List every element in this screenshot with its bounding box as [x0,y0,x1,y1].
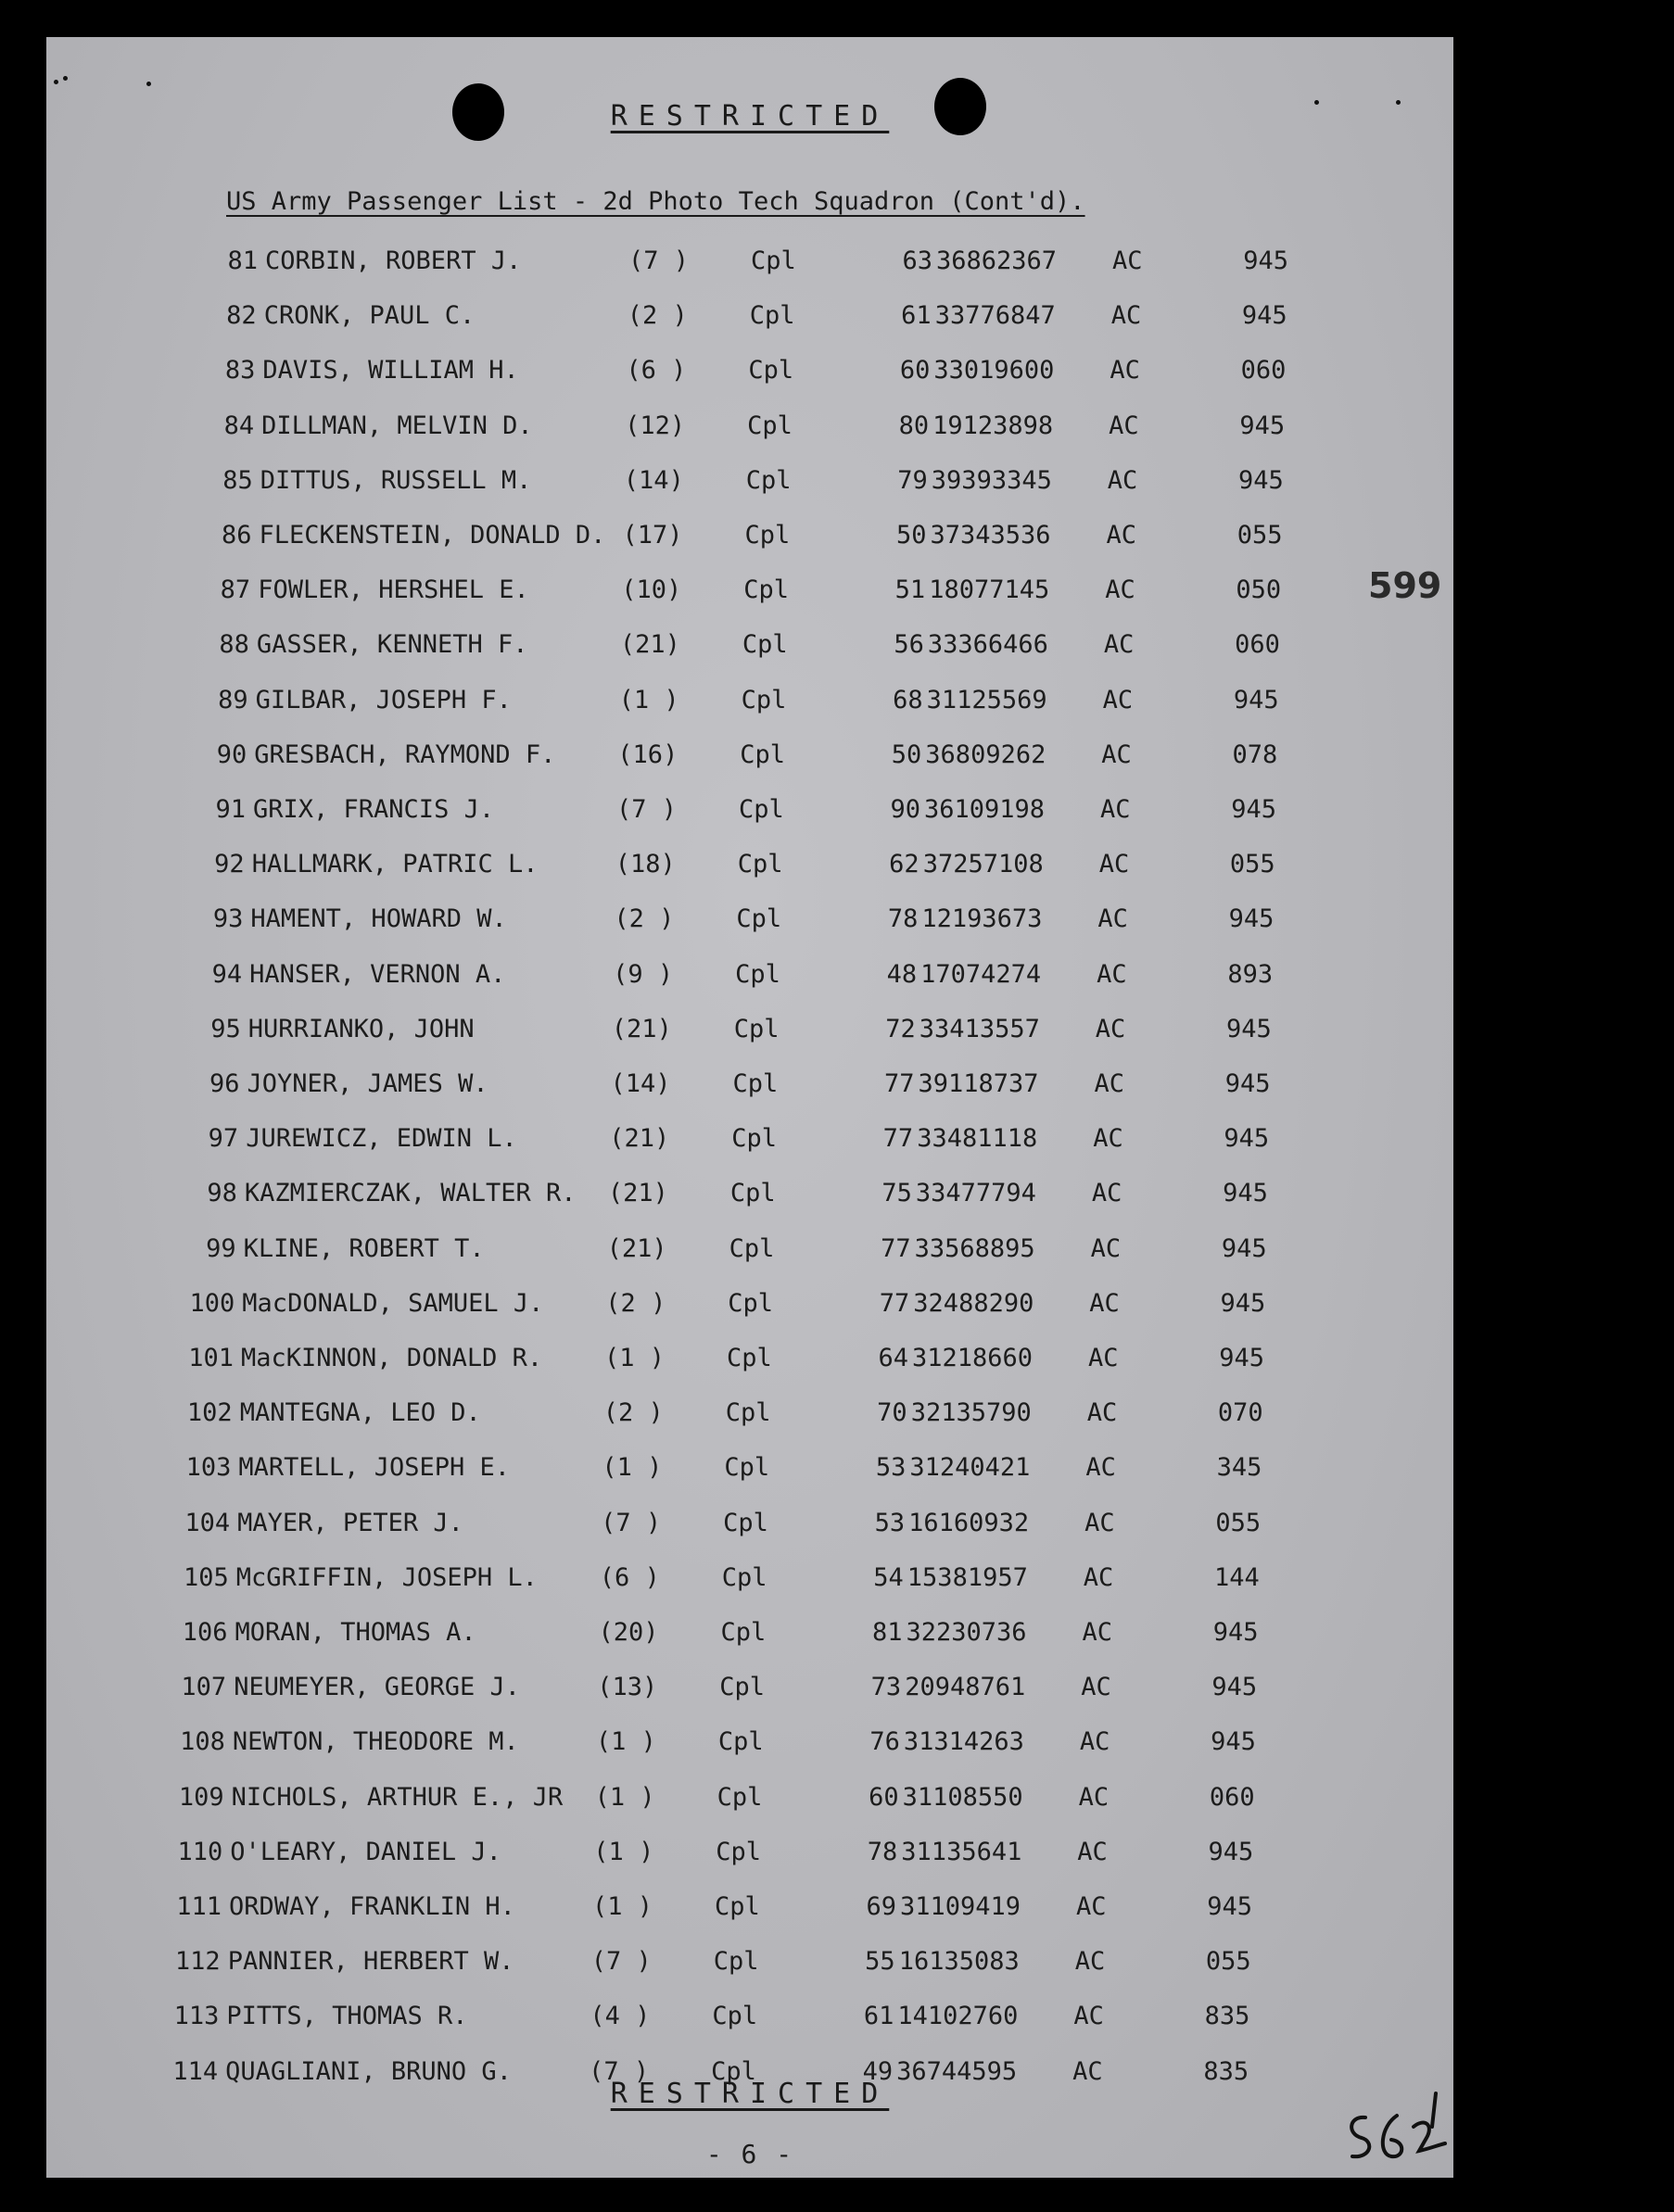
cell-code: 79 [897,465,928,495]
cell-mos: 945 [1231,795,1276,824]
cell-mos: 945 [1221,1233,1267,1263]
cell-mos: 078 [1232,739,1278,769]
cell-code: 69 [866,1892,896,1921]
cell-serial: 31314263 [903,1727,1024,1757]
cell-num: 96 [209,1069,240,1098]
cell-mos: 144 [1214,1562,1260,1592]
cell-mos: 345 [1216,1453,1262,1483]
cell-name: GRESBACH, RAYMOND F. [254,739,556,769]
cell-code: 77 [879,1288,910,1318]
cell-rank: Cpl [717,1782,763,1812]
cell-arm: AC [1102,685,1134,714]
cell-arm: AC [1079,1727,1110,1757]
cell-num: 91 [215,795,246,824]
cell-mos: 060 [1235,630,1280,660]
cell-rank: Cpl [739,795,784,824]
cell-rank: Cpl [749,301,795,331]
cell-tag: (17) [622,521,683,550]
cell-rank: Cpl [741,685,787,714]
cell-name: HURRIANKO, JOHN [247,1014,475,1043]
cell-code: 49 [862,2056,894,2086]
cell-arm: AC [1084,1508,1115,1537]
cell-name: KAZMIERCZAK, WALTER R. [244,1179,577,1208]
handwritten-note [1339,2090,1451,2173]
cell-rank: Cpl [745,465,792,495]
cell-mos: 945 [1208,1837,1254,1866]
cell-arm: AC [1103,630,1135,660]
cell-tag: (2 ) [605,1288,666,1318]
cell-code: 81 [871,1618,903,1647]
cell-num: 88 [219,630,249,660]
cell-tag: (7 ) [590,1947,652,1977]
cell-name: MAYER, PETER J. [237,1508,463,1537]
cell-serial: 37257108 [922,850,1044,879]
cell-tag: (10) [621,575,682,605]
cell-name: MacDONALD, SAMUEL J. [242,1288,544,1318]
cell-mos: 945 [1212,1618,1259,1647]
cell-code: 77 [882,1124,914,1154]
cell-tag: (21) [619,630,680,660]
cell-arm: AC [1097,959,1127,989]
cell-code: 73 [870,1673,902,1702]
cell-serial: 12193673 [921,904,1043,934]
cell-rank: Cpl [742,630,788,660]
cell-serial: 39118737 [918,1069,1039,1098]
cell-rank: Cpl [743,575,789,605]
cell-num: 113 [173,2002,220,2031]
cell-serial: 17074274 [920,959,1042,989]
cell-num: 99 [206,1233,236,1263]
cell-rank: Cpl [744,521,791,550]
cell-tag: (1 ) [618,685,679,714]
cell-arm: AC [1095,1014,1126,1043]
cell-arm: AC [1097,904,1128,934]
cell-code: 62 [889,850,919,879]
cell-num: 111 [176,1892,222,1921]
cell-rank: Cpl [737,850,783,879]
cell-rank: Cpl [748,356,794,386]
cell-arm: AC [1073,2002,1104,2031]
cell-mos: 945 [1238,465,1284,495]
cell-code: 80 [898,411,930,440]
cell-name: McGRIFFIN, JOSEPH L. [235,1562,538,1592]
cell-code: 75 [881,1179,912,1208]
cell-tag: (7 ) [601,1508,662,1537]
cell-arm: AC [1091,1179,1122,1208]
cell-rank: Cpl [732,1069,779,1098]
cell-name: GRIX, FRANCIS J. [253,795,495,824]
cell-serial: 31108550 [902,1782,1023,1812]
cell-tag: (12) [625,411,686,440]
cell-code: 77 [883,1069,915,1098]
speck [54,80,58,84]
cell-arm: AC [1100,795,1131,824]
cell-name: DILLMAN, MELVIN D. [261,411,533,440]
cell-serial: 36809262 [925,739,1046,769]
cell-rank: Cpl [747,411,793,440]
cell-serial: 33019600 [933,356,1055,386]
cell-code: 64 [878,1344,908,1372]
cell-arm: AC [1110,356,1140,386]
cell-serial: 14102760 [897,2002,1019,2031]
cell-name: ORDWAY, FRANKLIN H. [229,1892,515,1921]
cell-tag: (2 ) [627,301,688,331]
cell-serial: 32230736 [906,1618,1027,1647]
cell-tag: (1 ) [592,1892,653,1921]
cell-arm: AC [1106,521,1137,550]
cell-mos: 945 [1220,1288,1266,1318]
cell-num: 114 [172,2056,219,2086]
cell-code: 76 [869,1727,900,1757]
cell-num: 103 [185,1453,232,1483]
cell-name: GILBAR, JOSEPH F. [255,685,512,714]
cell-mos: 893 [1227,959,1274,989]
cell-serial: 33413557 [919,1014,1040,1043]
cell-tag: (21) [609,1124,670,1154]
cell-serial: 31218660 [912,1344,1034,1372]
cell-rank: Cpl [725,1398,771,1428]
cell-name: PANNIER, HERBERT W. [227,1947,514,1977]
cell-serial: 15381957 [907,1562,1028,1592]
cell-rank: Cpl [719,1673,765,1702]
cell-num: 108 [180,1727,225,1757]
cell-num: 106 [182,1618,228,1647]
cell-name: MacKINNON, DONALD R. [241,1344,543,1372]
cell-rank: Cpl [717,1727,764,1757]
cell-mos: 945 [1224,1124,1270,1154]
cell-mos: 945 [1211,1727,1256,1757]
cell-arm: AC [1085,1453,1116,1483]
cell-name: MORAN, THOMAS A. [235,1618,476,1647]
cell-rank: Cpl [727,1344,772,1372]
cell-tag: (2 ) [614,904,675,934]
cell-serial: 31135641 [901,1837,1022,1866]
cell-arm: AC [1107,465,1138,495]
cell-arm: AC [1088,1344,1119,1372]
cell-mos: 060 [1240,356,1287,386]
cell-arm: AC [1090,1233,1122,1263]
cell-serial: 33477794 [915,1179,1036,1208]
cell-code: 56 [894,630,924,660]
cell-code: 51 [894,575,926,605]
cell-num: 109 [178,1782,224,1812]
cell-mos: 055 [1236,521,1283,550]
cell-arm: AC [1072,2056,1103,2086]
cell-mos: 050 [1236,575,1282,605]
cell-mos: 055 [1205,1947,1251,1977]
cell-serial: 20948761 [905,1673,1026,1702]
cell-tag: (1 ) [593,1837,654,1866]
cell-name: DITTUS, RUSSELL M. [260,465,532,495]
cell-name: DAVIS, WILLIAM H. [262,356,519,386]
cell-num: 94 [211,959,243,989]
cell-arm: AC [1081,1673,1111,1702]
document-page [46,37,1453,2178]
cell-rank: Cpl [733,1014,780,1043]
cell-serial: 31109419 [900,1892,1021,1921]
cell-serial: 31125569 [926,685,1047,714]
cell-tag: (9 ) [613,959,674,989]
cell-mos: 835 [1204,2002,1250,2031]
cell-tag: (18) [615,850,676,879]
cell-arm: AC [1109,411,1139,440]
cell-rank: Cpl [720,1618,767,1647]
cell-serial: 33568895 [914,1233,1035,1263]
cell-code: 70 [877,1398,907,1428]
cell-arm: AC [1077,1837,1108,1866]
cell-serial: 33481118 [917,1124,1038,1154]
cell-serial: 32135790 [910,1398,1032,1428]
cell-mos: 055 [1229,850,1275,879]
cell-tag: (16) [617,739,678,769]
cell-mos: 055 [1215,1508,1262,1537]
cell-num: 101 [188,1344,234,1372]
cell-name: CRONK, PAUL C. [263,301,476,331]
cell-name: MARTELL, JOSEPH E. [238,1453,510,1483]
cell-rank: Cpl [724,1453,770,1483]
cell-serial: 32488290 [913,1288,1034,1318]
cell-rank: Cpl [716,1837,762,1866]
cell-num: 112 [174,1947,221,1977]
cell-mos: 060 [1209,1782,1255,1812]
cell-rank: Cpl [735,959,780,989]
header-classification: RESTRICTED [610,100,890,133]
cell-rank: Cpl [729,1179,776,1208]
cell-code: 72 [885,1014,916,1043]
cell-arm: AC [1112,246,1143,275]
cell-code: 55 [865,1947,895,1977]
cell-name: QUAGLIANI, BRUNO G. [225,2056,512,2086]
cell-name: MANTEGNA, LEO D. [239,1398,481,1428]
cell-name: CORBIN, ROBERT J. [265,246,522,275]
cell-num: 81 [227,246,258,275]
cell-tag: (7 ) [616,795,678,824]
cell-mos: 945 [1239,411,1286,440]
cell-mos: 945 [1223,1179,1268,1208]
cell-mos: 835 [1203,2056,1249,2086]
cell-arm: AC [1101,739,1132,769]
cell-code: 77 [881,1233,911,1263]
cell-name: HALLMARK, PATRIC L. [251,850,539,879]
cell-num: 110 [177,1837,223,1866]
cell-serial: 33366466 [927,630,1048,660]
cell-code: 60 [899,356,931,386]
cell-num: 92 [214,850,245,879]
cell-arm: AC [1082,1618,1113,1647]
cell-name: JOYNER, JAMES W. [247,1069,488,1098]
cell-num: 95 [210,1014,241,1043]
cell-num: 102 [186,1398,233,1428]
speck [146,82,151,86]
cell-rank: Cpl [712,2002,758,2031]
cell-tag: (7 ) [589,2056,650,2086]
cell-rank: Cpl [740,739,786,769]
cell-code: 78 [887,904,919,934]
cell-num: 89 [218,685,248,714]
cell-arm: AC [1083,1562,1114,1592]
cell-serial: 33776847 [934,301,1056,331]
cell-arm: AC [1094,1069,1125,1098]
cell-code: 61 [863,2002,894,2031]
cell-serial: 39393345 [931,465,1052,495]
cell-mos: 945 [1228,904,1275,934]
cell-code: 61 [901,301,932,331]
cell-tag: (21) [606,1233,667,1263]
cell-name: KLINE, ROBERT T. [243,1233,485,1263]
margin-stamp: 599 [1368,565,1442,606]
speck [63,76,68,81]
cell-name: NEWTON, THEODORE M. [232,1727,519,1757]
cell-num: 87 [220,575,251,605]
cell-arm: AC [1098,850,1130,879]
cell-num: 97 [208,1124,239,1154]
cell-rank: Cpl [728,1288,774,1318]
cell-code: 63 [902,246,932,275]
cell-code: 48 [886,959,918,989]
cell-tag: (21) [611,1014,672,1043]
cell-mos: 945 [1243,246,1288,275]
cell-serial: 36744595 [896,2056,1018,2086]
cell-arm: AC [1093,1124,1123,1154]
cell-name: O'LEARY, DANIEL J. [230,1837,501,1866]
cell-tag: (14) [610,1069,671,1098]
cell-serial: 18077145 [929,575,1050,605]
cell-serial: 37343536 [930,521,1051,550]
cell-rank: Cpl [713,1947,759,1977]
cell-code: 53 [875,1453,907,1483]
cell-code: 54 [873,1562,904,1592]
cell-arm: AC [1076,1892,1107,1921]
cell-code: 50 [895,521,927,550]
cell-serial: 36862367 [936,246,1058,275]
cell-mos: 945 [1219,1344,1264,1372]
cell-mos: 945 [1233,685,1279,714]
cell-serial: 16160932 [908,1508,1030,1537]
footer-classification: RESTRICTED [610,2078,890,2110]
cell-name: NEUMEYER, GEORGE J. [234,1673,521,1702]
cell-tag: (13) [597,1673,658,1702]
cell-name: JUREWICZ, EDWIN L. [246,1124,517,1154]
cell-num: 84 [223,411,255,440]
cell-tag: (14) [623,465,684,495]
cell-tag: (1 ) [602,1453,663,1483]
cell-code: 68 [893,685,923,714]
cell-name: GASSER, KENNETH F. [256,630,528,660]
cell-arm: AC [1078,1782,1110,1812]
cell-mos: 945 [1207,1892,1252,1921]
cell-code: 60 [869,1782,899,1812]
cell-num: 90 [216,739,247,769]
cell-num: 104 [184,1508,231,1537]
cell-arm: AC [1105,575,1135,605]
cell-name: NICHOLS, ARTHUR E., JR [231,1782,564,1812]
cell-num: 82 [226,301,257,331]
cell-rank: Cpl [729,1233,775,1263]
cell-name: FOWLER, HERSHEL E. [258,575,529,605]
cell-num: 93 [212,904,244,934]
page-number: - 6 - [705,2139,794,2169]
cell-mos: 945 [1211,1673,1258,1702]
cell-tag: (2 ) [602,1398,664,1428]
cell-code: 53 [874,1508,906,1537]
cell-serial: 19123898 [932,411,1054,440]
cell-arm: AC [1074,1947,1106,1977]
cell-code: 90 [890,795,920,824]
cell-rank: Cpl [711,2056,756,2086]
cell-serial: 16135083 [898,1947,1020,1977]
cell-tag: (1 ) [594,1782,655,1812]
cell-tag: (20) [598,1618,659,1647]
cell-num: 98 [207,1179,237,1208]
cell-name: HANSER, VERNON A. [249,959,506,989]
cell-name: PITTS, THOMAS R. [226,2002,468,2031]
cell-mos: 945 [1241,301,1287,331]
cell-serial: 36109198 [924,795,1046,824]
cell-num: 85 [222,465,253,495]
cell-tag: (1 ) [595,1727,656,1757]
cell-code: 50 [891,739,922,769]
cell-num: 100 [189,1288,235,1318]
cell-name: HAMENT, HOWARD W. [250,904,507,934]
cell-tag: (6 ) [626,356,687,386]
cell-code: 78 [867,1837,898,1866]
cell-num: 105 [184,1562,229,1592]
cell-rank: Cpl [736,904,782,934]
cell-serial: 31240421 [909,1453,1031,1483]
cell-tag: (1 ) [604,1344,666,1372]
cell-rank: Cpl [731,1124,777,1154]
cell-rank: Cpl [751,246,796,275]
cell-mos: 070 [1217,1398,1263,1428]
list-subtitle: US Army Passenger List - 2d Photo Tech Squadron (Cont'd). [226,187,1085,216]
cell-rank: Cpl [723,1508,768,1537]
cell-arm: AC [1086,1398,1118,1428]
cell-arm: AC [1089,1288,1120,1318]
cell-tag: (4 ) [590,2002,651,2031]
cell-mos: 945 [1224,1069,1271,1098]
cell-tag: (7 ) [628,246,690,275]
cell-mos: 945 [1226,1014,1272,1043]
cell-tag: (21) [607,1179,668,1208]
cell-name: FLECKENSTEIN, DONALD D. [259,521,606,550]
cell-num: 83 [224,356,256,386]
cell-num: 86 [221,521,252,550]
cell-num: 107 [181,1673,227,1702]
cell-arm: AC [1110,301,1142,331]
cell-rank: Cpl [721,1562,767,1592]
cell-rank: Cpl [715,1892,760,1921]
cell-tag: (6 ) [599,1562,660,1592]
